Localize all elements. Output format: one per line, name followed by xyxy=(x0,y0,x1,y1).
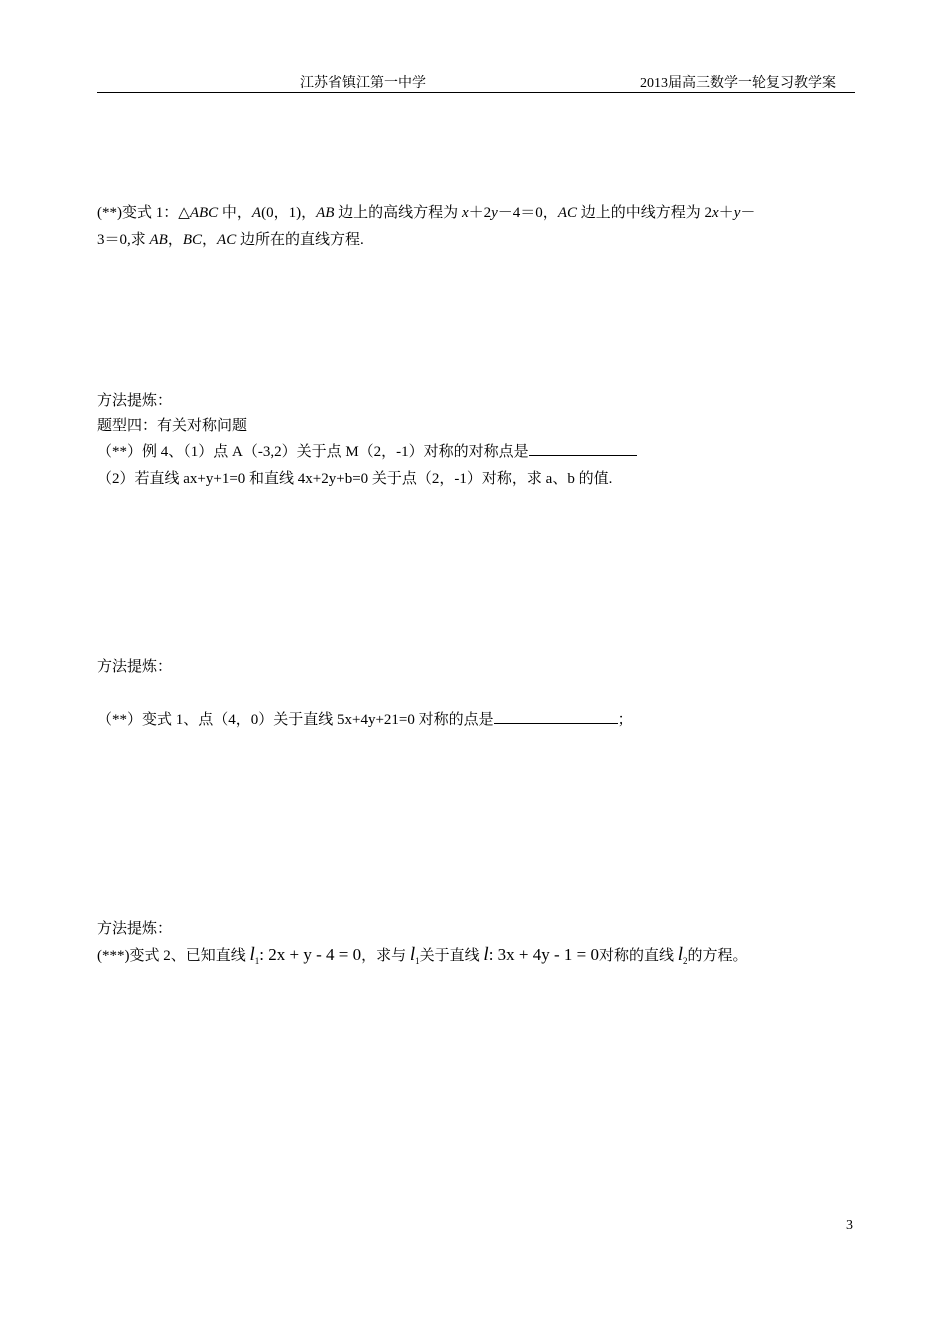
equation-l1: : 2x + y - 4 = 0 xyxy=(259,945,362,964)
method-summary-1: 方法提炼： xyxy=(97,393,173,409)
variant1-triangle-line1: (**)变式 1：△ABC 中，A(0，1)，AB 边上的高线方程为 x＋2y－4＝0，AC 边上的中线方程为 2x＋y－ xyxy=(97,205,756,221)
section-heading-type4: 题型四：有关对称问题 xyxy=(97,418,248,434)
example4-part2: （2）若直线 ax+y+1=0 和直线 4x+2y+b=0 关于点（2，-1）对称，求 a、b 的值. xyxy=(97,471,613,487)
answer-blank[interactable] xyxy=(529,441,637,456)
header-school: 江苏省镇江第一中学 xyxy=(300,76,426,91)
header-title: 2013届高三数学一轮复习教学案 xyxy=(640,76,836,91)
variant2-line: (***)变式 2、已知直线 $l_1$: 2x + y - 4 = 0，求与 $l_1$关于直线 l: 3x + 4y - 1 = 0对称的直线 $l_2$的方程。 xyxy=(97,944,748,966)
line-l2-symbol: l xyxy=(677,944,684,965)
variant1-reflection: （**）变式 1、点（4，0）关于直线 5x+4y+21=0 对称的点是 ； xyxy=(97,708,633,729)
equation-l: : 3x + 4y - 1 = 0 xyxy=(488,945,599,964)
line-l1-symbol: l xyxy=(249,944,255,965)
page-number: 3 xyxy=(846,1218,853,1233)
variant1-triangle-line2: 3＝0,求 AB，BC，AC 边所在的直线方程. xyxy=(97,232,364,248)
line-l-symbol: l xyxy=(483,944,489,965)
example4-part1: （**）例 4、（1）点 A（-3,2）关于点 M（2，-1）对称的对称点是 xyxy=(97,440,637,461)
answer-blank[interactable] xyxy=(494,709,618,724)
header-divider xyxy=(97,92,855,93)
method-summary-2: 方法提炼： xyxy=(97,659,173,675)
method-summary-3: 方法提炼： xyxy=(97,921,173,937)
